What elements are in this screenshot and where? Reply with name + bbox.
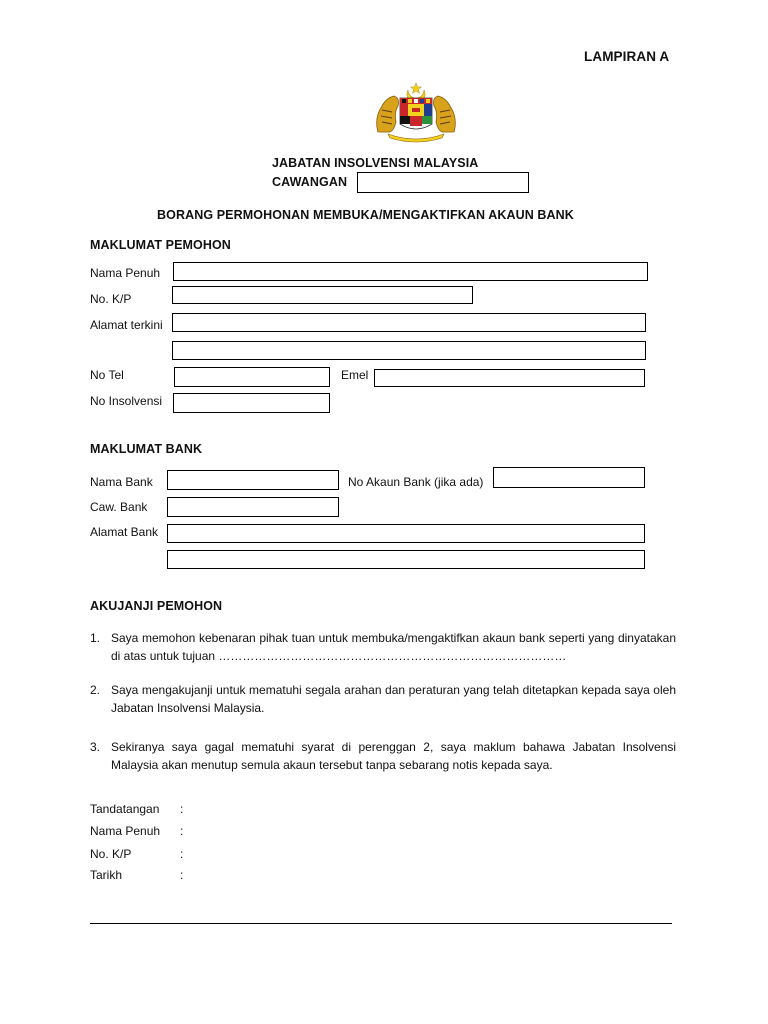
account-field[interactable] <box>493 467 645 488</box>
declaration-item-text: Sekiranya saya gagal mematuhi syarat di perenggan 2, saya maklum bahawa Jabatan Insolvensi Malaysia akan menutup semula akaun tersebut tanpa sebarang notis kepada saya. <box>111 740 676 772</box>
bank-address-line2-field[interactable] <box>167 550 645 569</box>
insolvency-label: No Insolvensi <box>90 394 163 408</box>
ic-label: No. K/P <box>90 292 132 306</box>
declaration-heading: AKUJANJI PEMOHON <box>90 599 223 613</box>
malaysia-coat-of-arms-icon <box>370 82 462 144</box>
email-label: Emel <box>341 368 369 382</box>
annex-label: LAMPIRAN A <box>584 49 670 64</box>
branch-field[interactable] <box>357 172 529 193</box>
signer-ic-colon: : <box>180 847 184 861</box>
signer-name-colon: : <box>180 824 184 838</box>
declaration-item-text: Saya mengakujanji untuk mematuhi segala arahan dan peraturan yang telah ditetapkan kepada saya oleh Jabatan Insolvensi Malaysia. <box>111 683 676 715</box>
email-field[interactable] <box>374 369 645 387</box>
bank-name-label: Nama Bank <box>90 475 153 489</box>
phone-label: No Tel <box>90 368 124 382</box>
footer-divider <box>90 923 672 924</box>
branch-label: CAWANGAN <box>272 175 348 189</box>
phone-field[interactable] <box>174 367 330 387</box>
address-label: Alamat terkini <box>90 318 163 332</box>
address-line1-field[interactable] <box>172 313 646 332</box>
ic-field[interactable] <box>172 286 473 304</box>
signer-name-label: Nama Penuh <box>90 824 161 838</box>
signature-colon: : <box>180 802 184 816</box>
declaration-item-number: 1. <box>90 631 101 645</box>
bank-name-field[interactable] <box>167 470 339 490</box>
insolvency-field[interactable] <box>173 393 330 413</box>
declaration-item <box>90 681 676 721</box>
bank-heading: MAKLUMAT BANK <box>90 442 203 456</box>
declaration-item-number: 2. <box>90 683 101 697</box>
signer-ic-label: No. K/P <box>90 847 132 861</box>
declaration-item-text: Saya memohon kebenaran pihak tuan untuk membuka/mengaktifkan akaun bank seperti yang dinyatakan di atas untuk tujuan …………………………………………………………………………… <box>111 631 676 663</box>
declaration-item <box>90 738 676 778</box>
declaration-item <box>90 629 676 669</box>
full-name-label: Nama Penuh <box>90 266 161 280</box>
department-name: JABATAN INSOLVENSI MALAYSIA <box>272 156 479 170</box>
account-label: No Akaun Bank (jika ada) <box>348 475 484 489</box>
applicant-heading: MAKLUMAT PEMOHON <box>90 238 231 252</box>
bank-branch-field[interactable] <box>167 497 339 517</box>
form-title: BORANG PERMOHONAN MEMBUKA/MENGAKTIFKAN AKAUN BANK <box>157 208 574 222</box>
bank-address-label: Alamat Bank <box>90 525 159 539</box>
bank-branch-label: Caw. Bank <box>90 500 148 514</box>
date-label: Tarikh <box>90 868 123 882</box>
address-line2-field[interactable] <box>172 341 646 360</box>
full-name-field[interactable] <box>173 262 648 281</box>
date-colon: : <box>180 868 184 882</box>
declaration-item-number: 3. <box>90 740 101 754</box>
bank-address-line1-field[interactable] <box>167 524 645 543</box>
signature-label: Tandatangan <box>90 802 160 816</box>
